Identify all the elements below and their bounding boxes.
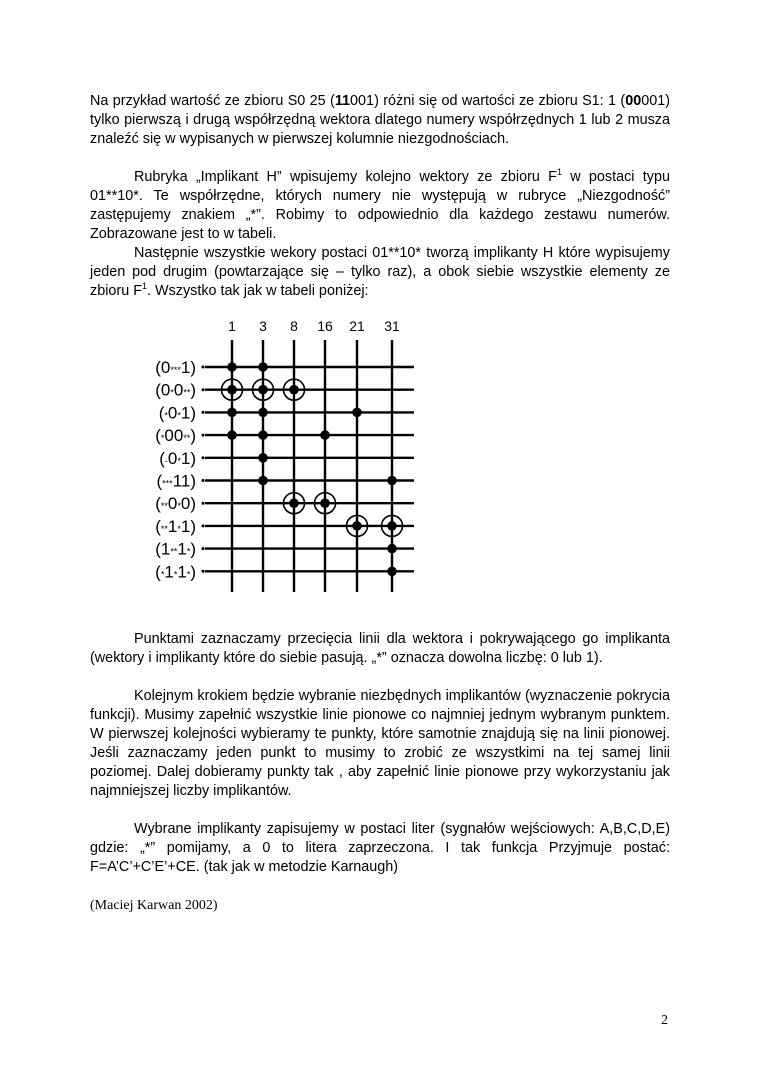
implicant-label: (1**1*): [155, 539, 196, 559]
paragraph-3: Następnie wszystkie wekory postaci 01**10* tworzą implikanty H które wypisujemy jeden pod drugim (powtarzające się – tylko raz), a obok siebie wszystkie elementy ze zbioru $F^1$. Wszystko tak jak w tabeli poniżej:: [90, 245, 670, 299]
intersection-dot: [289, 498, 299, 508]
column-label: 1: [228, 318, 236, 334]
page-number: 2: [661, 1013, 668, 1028]
row-line-start-dot: [202, 388, 205, 391]
column-label: 21: [349, 318, 365, 334]
implicant-label: (*00**): [155, 426, 196, 446]
intersection-dot: [227, 385, 237, 395]
intersection-dot: [258, 385, 268, 395]
implicant-label: (*0*1): [158, 403, 196, 423]
row-line-start-dot: [202, 366, 205, 369]
row-line-start-dot: [202, 524, 205, 527]
intersection-dot: [352, 408, 362, 418]
intersection-dot: [289, 385, 299, 395]
column-label: 31: [384, 318, 400, 334]
paragraph-4: Punktami zaznaczamy przecięcia linii dla wektora i pokrywającego go implikanta (wektory i implikanty które do siebie pasują. „*” oznacza dowolna liczbę: 0 lub 1).: [90, 631, 670, 666]
row-line-start-dot: [202, 456, 205, 459]
paragraph-6: Wybrane implikanty zapisujemy w postaci liter (sygnałów wejściowych: A,B,C,D,E) gdzie: „*” pomijamy, a 0 to litera zaprzeczona. I tak funkcja Przyjmuje postać: F=A’C’+C’E’+CE. (tak jak w metodzie Karnaugh): [90, 821, 670, 875]
row-line-start-dot: [202, 479, 205, 482]
implicant-label: (**0*0): [155, 494, 196, 514]
implicant-label: (***11): [156, 471, 196, 491]
paragraph-5: Kolejnym krokiem będzie wybranie niezbędnych implikantów (wyznaczenie pokrycia funkcji). Musimy zapełnić wszystkie linie pionowe co najmniej jednym wybranym punktem. W pierwszej kolejności wybieramy te punkty, które samotnie znajdują się na linii pionowej. Jeśli zaznaczamy jeden punkt to musimy to zrobić ze wszystkimi na tej samej linii poziomej. Dalej dobieramy punkty tak , aby zapełnić linie pionowe przy wykorzystaniu jak najmniejszej liczby implikantów.: [90, 688, 670, 799]
intersection-dot: [258, 430, 268, 440]
intersection-dot: [387, 521, 397, 531]
paragraph-2: Rubryka „Implikant H” wpisujemy kolejno wektory ze zbioru $F^1$ w postaci typu 01**10*. Te współrzędne, których numery nie występują w rubryce „Niezgodność” zastępujemy znakiem „*”. Robimy to odpowiednio dla każdego zestawu numerów. Zobrazowane jest to w tabeli.: [90, 167, 670, 242]
intersection-dot: [258, 362, 268, 372]
intersection-dot: [387, 567, 397, 577]
column-label: 8: [290, 318, 298, 334]
intersection-dot: [258, 476, 268, 486]
paragraph-1: Na przykład wartość ze zbioru S0 25 (11001) różni się od wartości ze zbioru S1: 1 (00001) tylko pierwszą i drugą współrzędną wektora dlatego numery współrzędnych 1 lub 2 musza znaleźć się w wypisanych w pierwszej kolumnie niezgodnościach.: [90, 93, 671, 147]
intersection-dot: [387, 476, 397, 486]
row-line-start-dot: [202, 570, 205, 573]
row-line-start-dot: [202, 547, 205, 550]
intersection-dot: [258, 408, 268, 418]
row-line-start-dot: [202, 502, 205, 505]
implicant-label: (0*0**): [155, 380, 196, 400]
implicant-label: (-0*1): [159, 448, 196, 468]
intersection-dot: [258, 453, 268, 463]
intersection-dot: [352, 521, 362, 531]
intersection-dot: [387, 544, 397, 554]
implicant-label: (0***1): [155, 358, 196, 377]
implicant-label: (**1*1): [155, 516, 196, 536]
intersection-dot: [227, 430, 237, 440]
column-label: 3: [259, 318, 267, 334]
intersection-dot: [227, 408, 237, 418]
row-line-start-dot: [202, 411, 205, 414]
row-line-start-dot: [202, 434, 205, 437]
intersection-dot: [320, 430, 330, 440]
column-label: 16: [317, 318, 333, 334]
intersection-dot: [320, 498, 330, 508]
intersection-dot: [227, 362, 237, 372]
citation: (Maciej Karwan 2002): [90, 898, 218, 913]
implicant-label: (*1*1*): [155, 562, 196, 582]
